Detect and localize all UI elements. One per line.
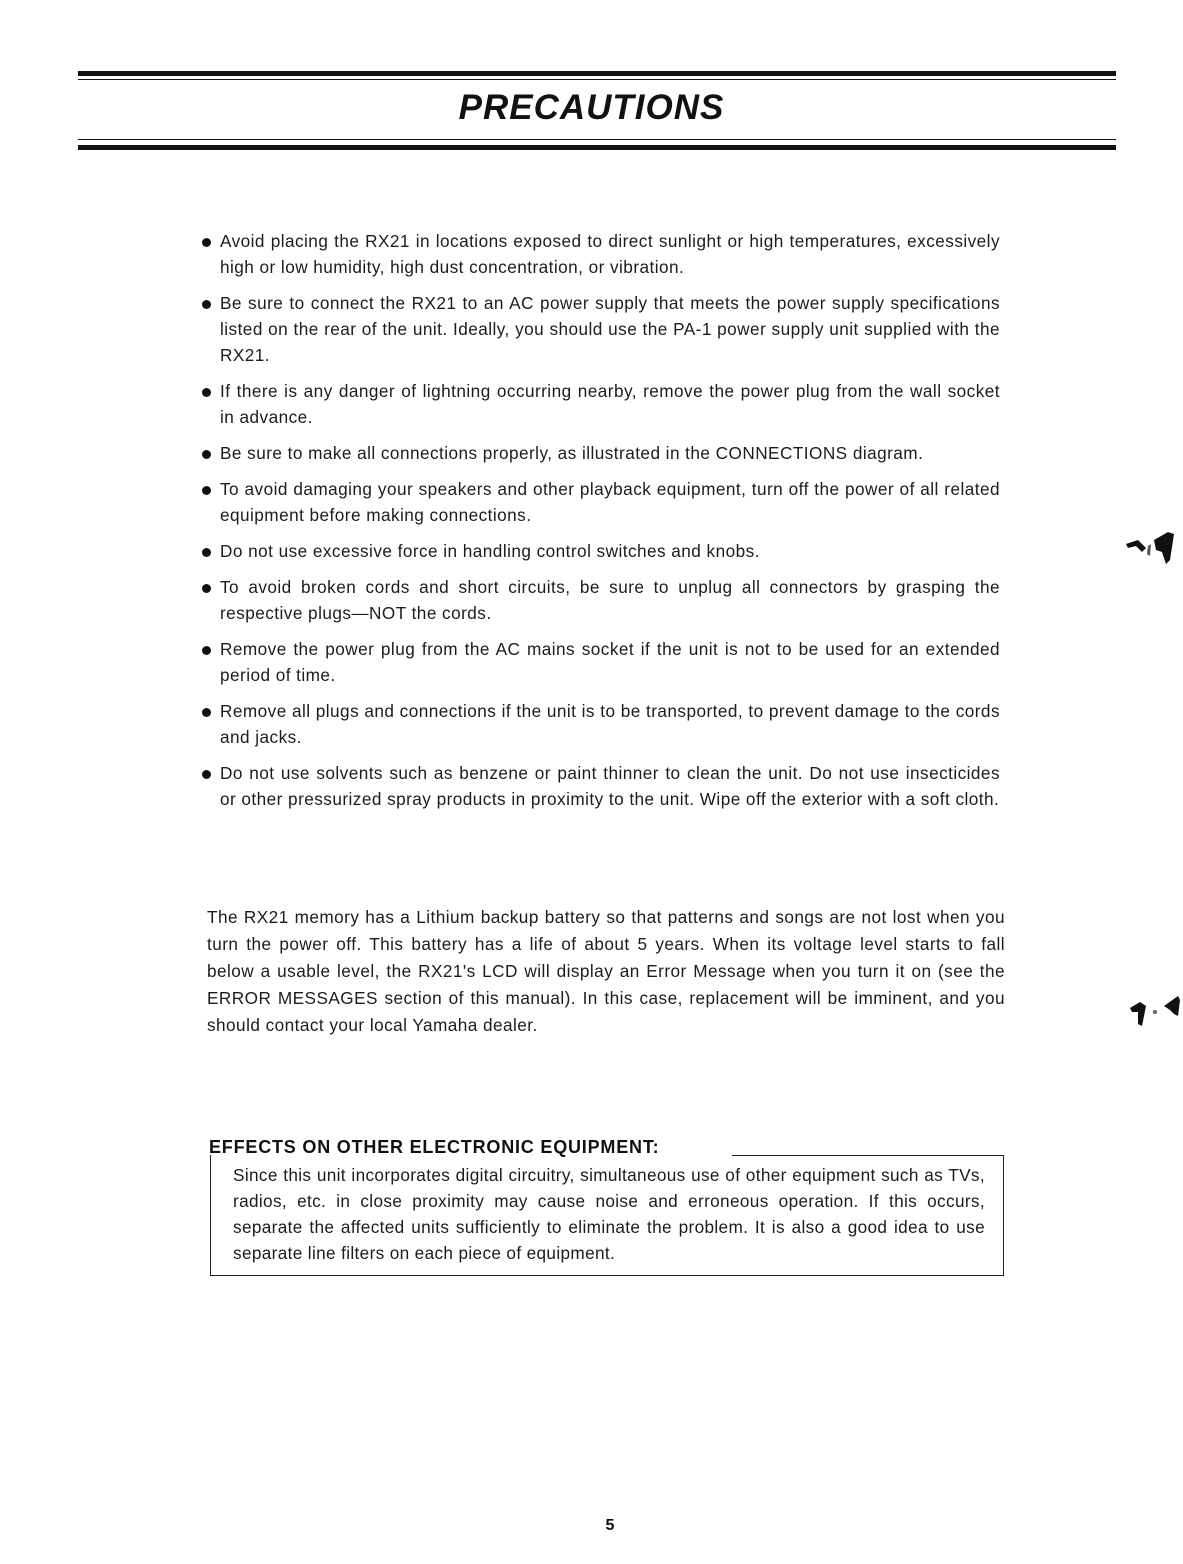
effects-text: Since this unit incorporates digital circuitry, simultaneous use of other equipment such as TVs, radios, etc. in close proximity may cause noise and erroneous operation. If this occurs, separate the affected units sufficiently to eliminate the problem. It is also a good idea to use separate line filters on each piece of equipment. bbox=[233, 1165, 985, 1263]
precaution-item bbox=[200, 378, 1000, 430]
precaution-text: Do not use excessive force in handling control switches and knobs. bbox=[220, 541, 760, 561]
precaution-text: Be sure to connect the RX21 to an AC power supply that meets the power supply specifications listed on the rear of the unit. Ideally, you should use the PA-1 power supply unit supplied with the RX21. bbox=[220, 293, 1000, 365]
header-rule-top-thick bbox=[78, 71, 1116, 76]
page-title: PRECAUTIONS bbox=[458, 88, 725, 127]
bullet-icon bbox=[202, 238, 211, 247]
precaution-text: To avoid broken cords and short circuits, be sure to unplug all connectors by grasping the respective plugs—NOT the cords. bbox=[220, 577, 1000, 623]
effects-heading: EFFECTS ON OTHER ELECTRONIC EQUIPMENT: bbox=[209, 1137, 660, 1157]
bullet-icon bbox=[202, 388, 211, 397]
precaution-text: If there is any danger of lightning occurring nearby, remove the power plug from the wall socket in advance. bbox=[220, 381, 1000, 427]
bullet-icon bbox=[202, 708, 211, 717]
precaution-item bbox=[200, 760, 1000, 812]
header-rule-bottom-thick bbox=[78, 145, 1116, 150]
precautions-list bbox=[200, 228, 1000, 822]
battery-paragraph: The RX21 memory has a Lithium backup battery so that patterns and songs are not lost when you turn the power off. This battery has a life of about 5 years. When its voltage level starts to fall below a usable level, the RX21's LCD will display an Error Message when you turn it on (see the ERROR MESSAGES section of this manual). In this case, replacement will be imminent, and you should contact your local Yamaha dealer. bbox=[207, 907, 1005, 1035]
bullet-icon bbox=[202, 770, 211, 779]
precaution-item bbox=[200, 290, 1000, 368]
precaution-text: Avoid placing the RX21 in locations exposed to direct sunlight or high temperatures, excessively high or low humidity, high dust concentration, or vibration. bbox=[220, 231, 1000, 277]
precaution-item bbox=[200, 698, 1000, 750]
bullet-icon bbox=[202, 300, 211, 309]
bullet-icon bbox=[202, 450, 211, 459]
header-rule-bottom-thin bbox=[78, 139, 1116, 140]
page-number: 5 bbox=[605, 1517, 615, 1534]
precaution-text: Be sure to make all connections properly, as illustrated in the CONNECTIONS diagram. bbox=[220, 443, 924, 463]
bullet-icon bbox=[202, 584, 211, 593]
bullet-icon bbox=[202, 486, 211, 495]
precaution-item bbox=[200, 574, 1000, 626]
binding-hole-mark-icon bbox=[1124, 530, 1182, 570]
header-rule-top-thin bbox=[78, 79, 1116, 80]
precaution-text: To avoid damaging your speakers and other playback equipment, turn off the power of all related equipment before making connections. bbox=[220, 479, 1000, 525]
precaution-item bbox=[200, 538, 1000, 564]
precaution-item bbox=[200, 476, 1000, 528]
binding-hole-mark-icon bbox=[1128, 990, 1182, 1030]
precaution-item bbox=[200, 440, 1000, 466]
precaution-item bbox=[200, 228, 1000, 280]
bullet-icon bbox=[202, 548, 211, 557]
precaution-text: Remove the power plug from the AC mains socket if the unit is not to be used for an extended period of time. bbox=[220, 639, 1000, 685]
precaution-item bbox=[200, 636, 1000, 688]
bullet-icon bbox=[202, 646, 211, 655]
precaution-text: Remove all plugs and connections if the unit is to be transported, to prevent damage to the cords and jacks. bbox=[220, 701, 1000, 747]
precaution-text: Do not use solvents such as benzene or paint thinner to clean the unit. Do not use insecticides or other pressurized spray products in proximity to the unit. Wipe off the exterior with a soft cloth. bbox=[220, 763, 1000, 809]
